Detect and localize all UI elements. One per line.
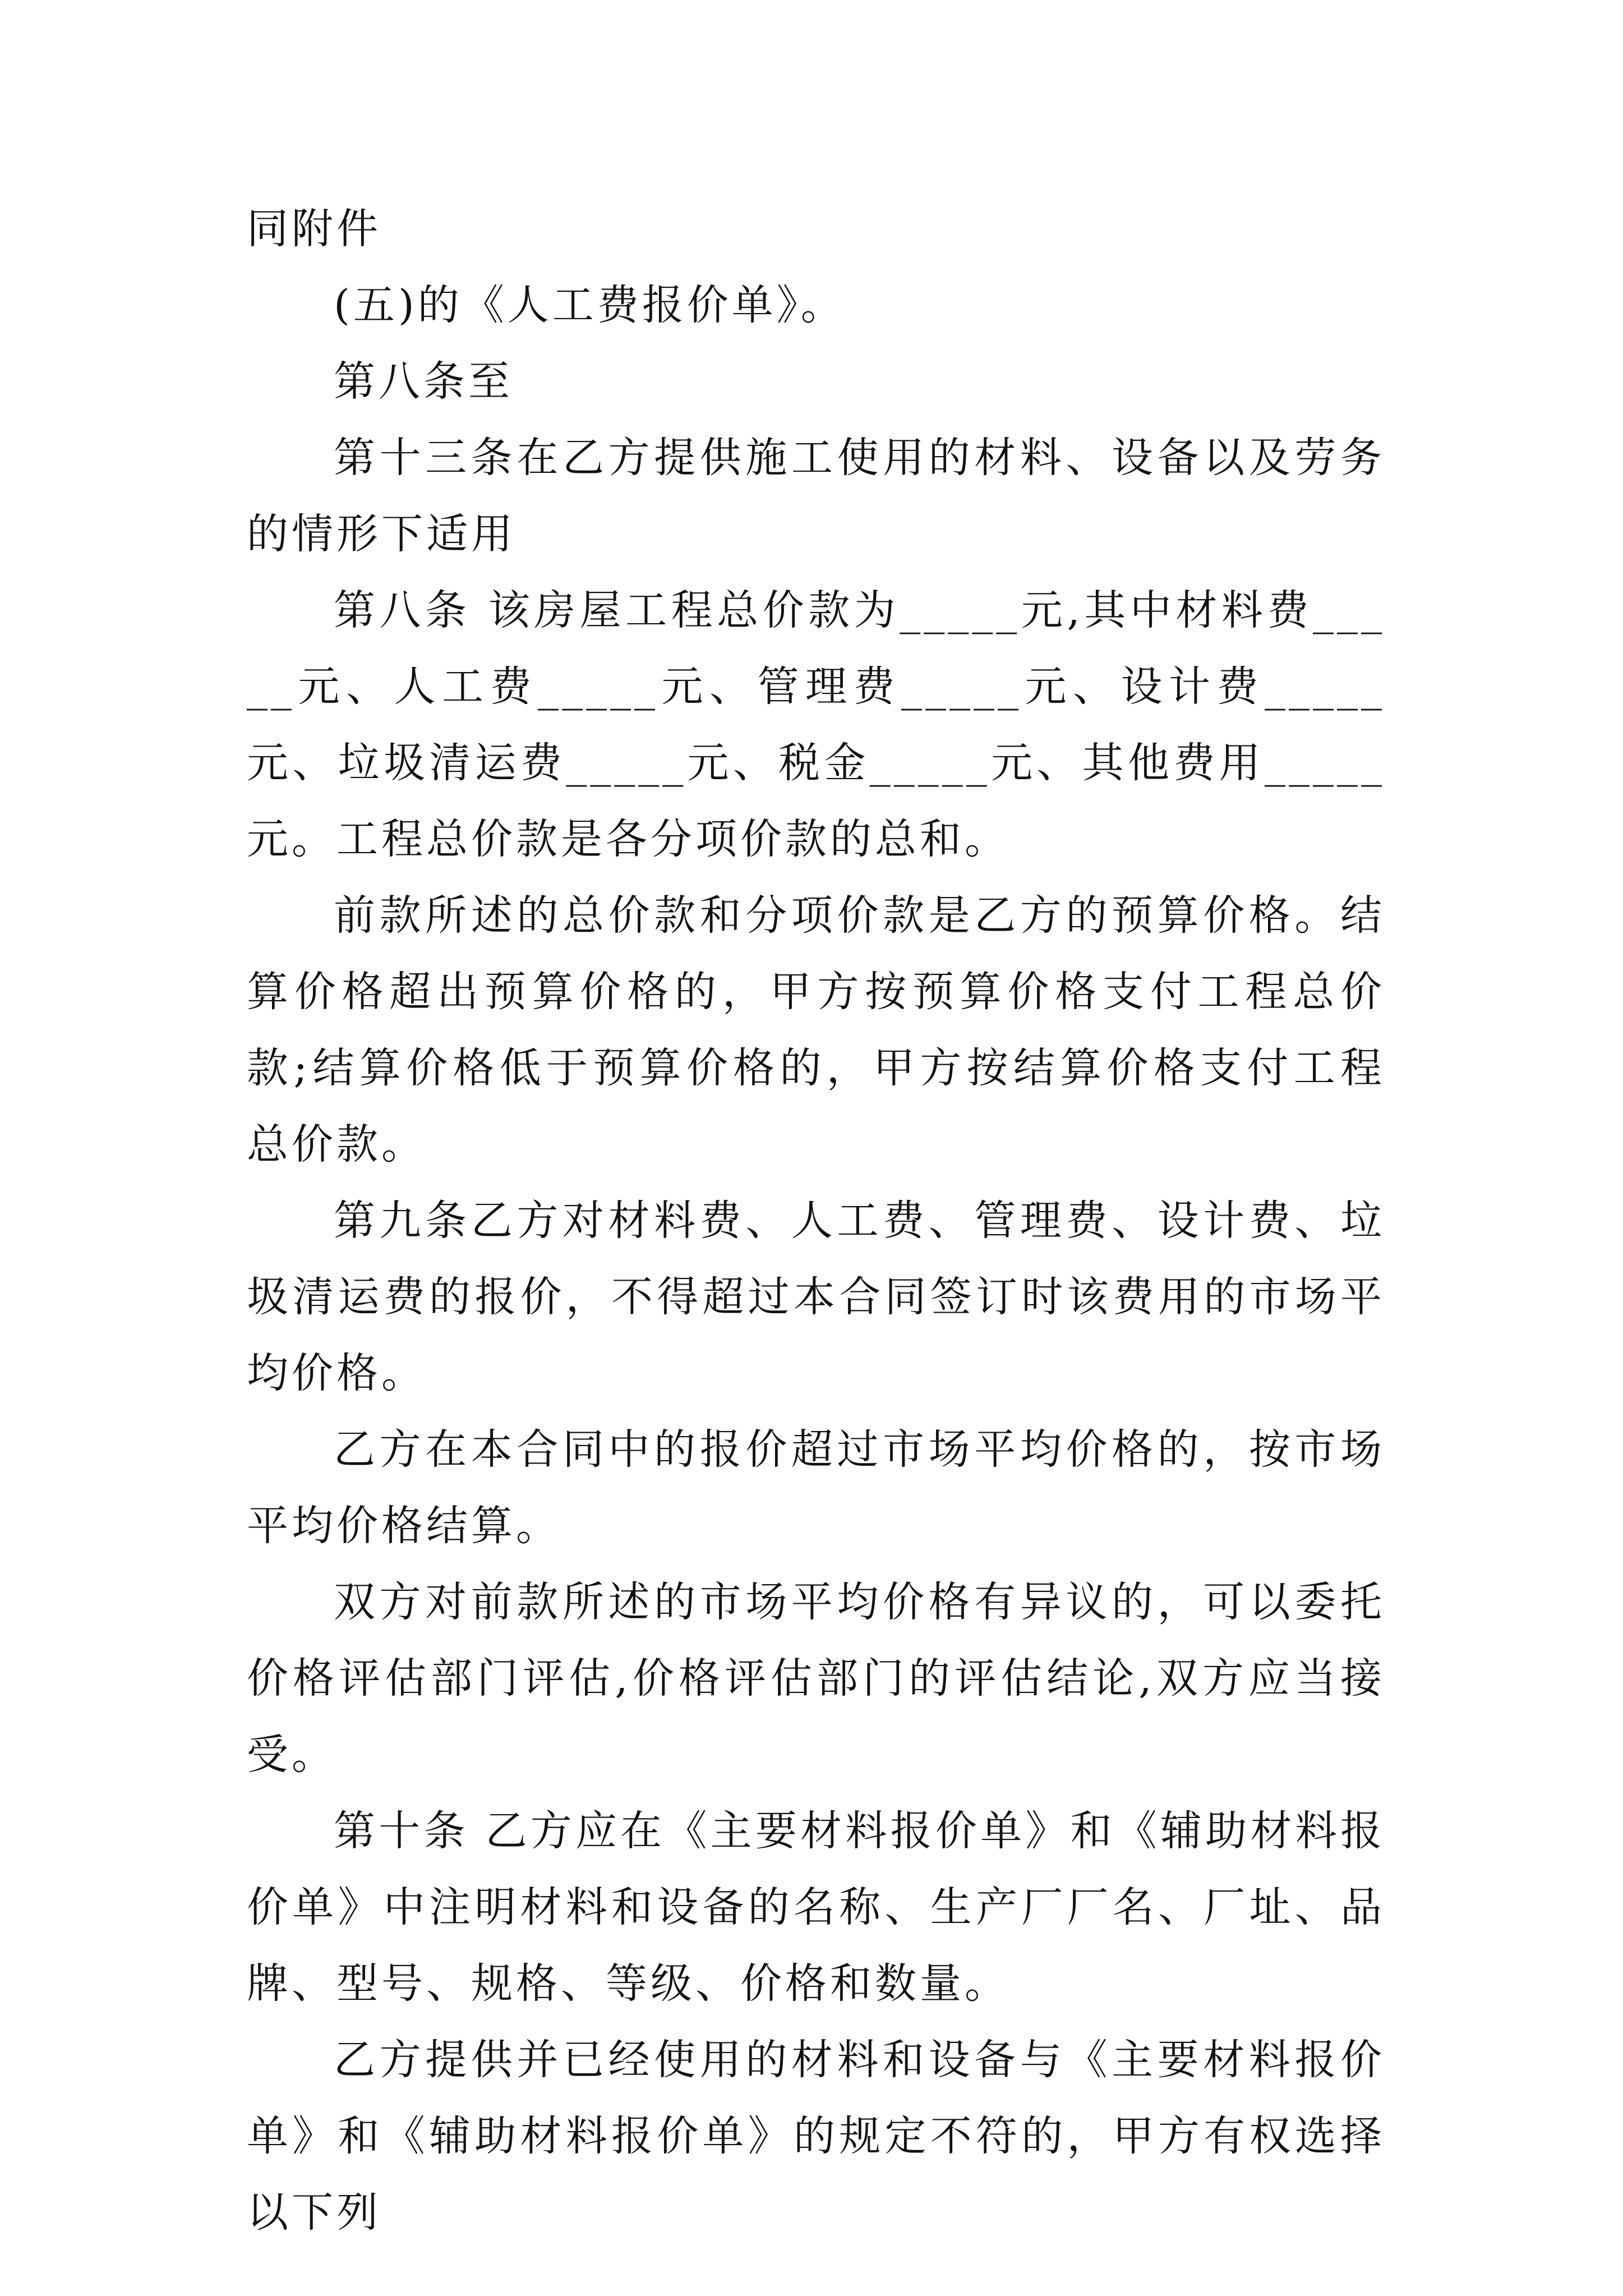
paragraph-8: 乙方在本合同中的报价超过市场平均价格的，按市场平均价格结算。 (247, 1425, 1385, 1550)
paragraph-7: 第九条乙方对材料费、人工费、管理费、设计费、垃圾清运费的报价，不得超过本合同签订时该费用的市场平均价格。 (247, 1197, 1385, 1397)
paragraph-3: 第八条至 (334, 357, 513, 406)
paragraph-10: 第十条 乙方应在《主要材料报价单》和《辅助材料报价单》中注明材料和设备的名称、生产厂厂名、厂址、品牌、型号、规格、等级、价格和数量。 (247, 1807, 1385, 2008)
paragraph-6: 前款所述的总价款和分项价款是乙方的预算价格。结算价格超出预算价格的，甲方按预算价格支付工程总价款;结算价格低于预算价格的，甲方按结算价格支付工程总价款。 (247, 891, 1385, 1168)
paragraph-5: 第八条 该房屋工程总价款为_____元,其中材料费_____元、人工费_____元、管理费_____元、设计费_____元、垃圾清运费_____元、税金_____元、其他费用_____元。工程总价款是各分项价款的总和。 (247, 586, 1385, 863)
paragraph-4: 第十三条在乙方提供施工使用的材料、设备以及劳务的情形下适用 (247, 434, 1385, 558)
paragraph-1: 同附件 (247, 205, 381, 253)
paragraph-2: (五)的《人工费报价单》。 (334, 281, 846, 329)
paragraph-11: 乙方提供并已经使用的材料和设备与《主要材料报价单》和《辅助材料报价单》的规定不符的，甲方有权选择以下列 (247, 2036, 1385, 2237)
document-body (247, 191, 1385, 2251)
paragraph-9: 双方对前款所述的市场平均价格有异议的，可以委托价格评估部门评估,价格评估部门的评估结论,双方应当接受。 (247, 1578, 1385, 1779)
